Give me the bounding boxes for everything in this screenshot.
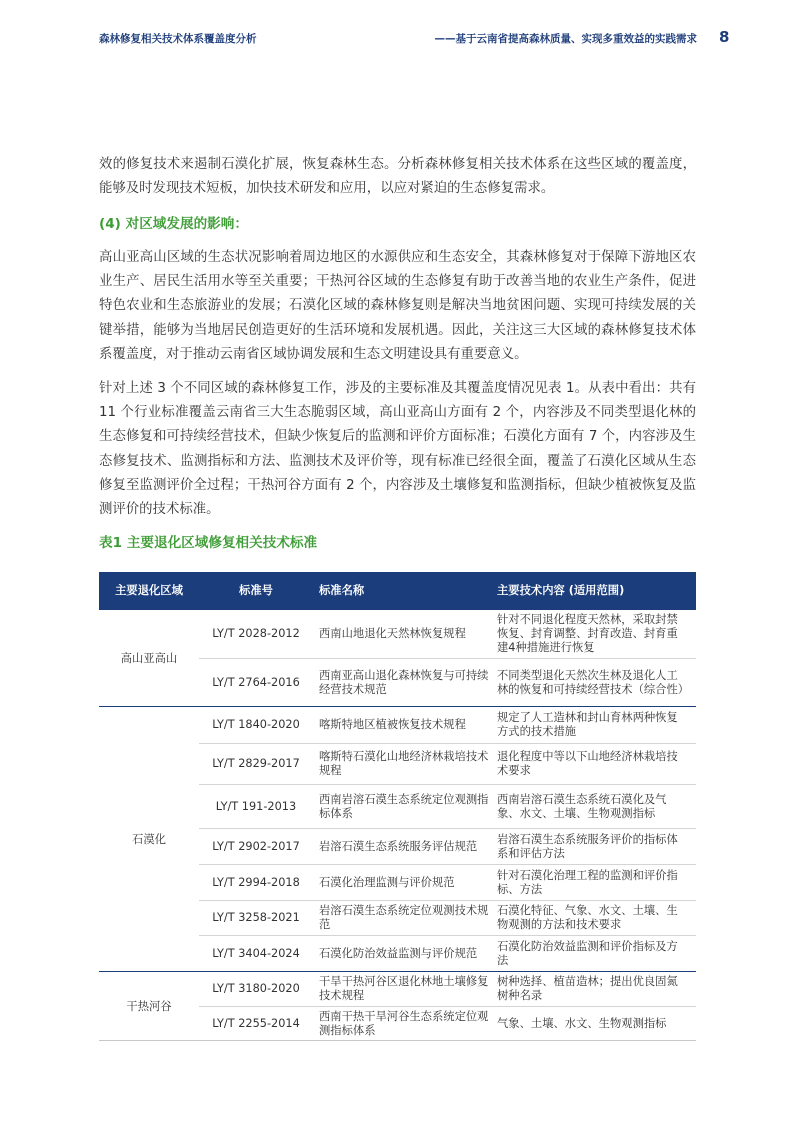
- standard-number: LY/T 2902-2017: [212, 839, 300, 853]
- table-row: [199, 935, 696, 971]
- standard-content: 树种选择、植苗造林；提出优良固氮树种名录: [497, 975, 678, 1002]
- table-group: [99, 610, 696, 706]
- table-row: [199, 1006, 696, 1040]
- standard-content: 规定了人工造林和封山育林两种恢复方式的技术措施: [497, 711, 678, 738]
- standards-table: [99, 572, 696, 1041]
- standard-content: 退化程度中等以下山地经济林栽培技术要求: [497, 750, 678, 777]
- table-row: [199, 828, 696, 864]
- standard-number: LY/T 3258-2021: [212, 911, 300, 924]
- header-standard-number: 标准号: [239, 584, 273, 597]
- table-row: [199, 972, 696, 1006]
- header-left-title: 森林修复相关技术体系覆盖度分析: [99, 33, 257, 45]
- standard-name: 西南亚高山退化森林恢复与可持续经营技术规范: [319, 668, 489, 696]
- region-cell: 干热河谷: [126, 1000, 172, 1013]
- table-row: [199, 864, 696, 900]
- standard-content: 针对不同退化程度天然林，采取封禁恢复、封育调整、封育改造、封育重建4种措施进行恢复: [497, 613, 678, 654]
- standard-content: 气象、土壤、水文、生物观测指标: [497, 1016, 667, 1030]
- standard-number: LY/T 3180-2020: [212, 982, 300, 995]
- standard-content: 针对石漠化治理工程的监测和评价指标、方法: [497, 868, 678, 896]
- table-row: [199, 784, 696, 828]
- table-row: [199, 743, 696, 784]
- standard-name: 喀斯特石漠化山地经济林栽培技术规程: [319, 750, 489, 777]
- standard-content: 西南岩溶石漠生态系统石漠化及气象、水文、土壤、生物观测指标: [497, 792, 667, 820]
- region-cell: 石漠化: [132, 833, 166, 846]
- table-header: [99, 572, 696, 610]
- region-cell: 高山亚高山: [120, 652, 178, 665]
- table-group: [99, 971, 696, 1040]
- standard-name: 石漠化防治效益监测与评价规范: [319, 946, 478, 960]
- standard-content: 岩溶石漠生态系统服务评价的指标体系和评估方法: [497, 832, 678, 860]
- standard-number: LY/T 3404-2024: [212, 946, 300, 960]
- table-row: [199, 610, 696, 658]
- standard-name: 岩溶石漠生态系统服务评估规范: [319, 839, 478, 853]
- header-region: 主要退化区域: [115, 584, 183, 597]
- standard-content: 石漠化特征、气象、水文、土壤、生物观测的方法和技术要求: [497, 904, 678, 931]
- standard-name: 岩溶石漠生态系统定位观测技术规范: [319, 904, 489, 931]
- standard-number: LY/T 1840-2020: [212, 718, 300, 731]
- standard-content: 不同类型退化天然次生林及退化人工林的恢复和可持续经营技术（综合性）: [497, 668, 690, 696]
- standard-name: 喀斯特地区植被恢复技术规程: [319, 718, 466, 731]
- table-bottom-rule: [99, 1040, 696, 1041]
- standard-number: LY/T 2829-2017: [212, 757, 300, 770]
- paragraph-3: 针对上述 3 个不同区域的森林修复工作，涉及的主要标准及其覆盖度情况见表 1。从表中看出：共有 11 个行业标准覆盖云南省三大生态脆弱区域，高山亚高山方面有 2 个，内容涉及不同类型退化林的生态修复和可持续经营技术，但缺少恢复后的监测和评价方面标准；石漠化方面有 7 个，内容涉及生态修复技术、监测指标和方法、监测技术及评价等，现有标准已经很全面，覆盖了石漠化区域从生态修复至监测评价全过程；干热河谷方面有 2 个，内容涉及土壤修复和监测指标，但缺少植被恢复及监测评价的技术标准。: [99, 381, 696, 518]
- header-content: 主要技术内容 (适用范围): [497, 584, 625, 597]
- header-standard-name: 标准名称: [319, 584, 365, 597]
- standard-content: 石漠化防治效益监测和评价指标及方法: [497, 939, 678, 967]
- standard-name: 石漠化治理监测与评价规范: [319, 875, 455, 889]
- standard-name: 西南岩溶石漠生态系统定位观测指标体系: [319, 792, 489, 820]
- table-group: [99, 706, 696, 971]
- standard-number: LY/T 191-2013: [215, 799, 297, 813]
- standard-name: 干旱干热河谷区退化林地土壤修复技术规程: [319, 975, 489, 1002]
- table-row: [199, 658, 696, 706]
- standard-number: LY/T 2028-2012: [212, 627, 300, 640]
- section-subheading: (4) 对区域发展的影响：: [99, 216, 248, 232]
- page-number: 8: [719, 28, 730, 46]
- standard-number: LY/T 2994-2018: [212, 875, 300, 889]
- table-row: [199, 707, 696, 743]
- standard-name: 西南山地退化天然林恢复规程: [319, 627, 466, 640]
- table-row: [199, 900, 696, 935]
- paragraph-1: 效的修复技术来遏制石漠化扩展，恢复森林生态。分析森林修复相关技术体系在这些区域的覆盖度，能够及时发现技术短板，加快技术研发和应用，以应对紧迫的生态修复需求。: [99, 157, 696, 197]
- standard-number: LY/T 2255-2014: [212, 1016, 300, 1030]
- header-right-title: ——基于云南省提高森林质量、实现多重效益的实践需求: [434, 33, 697, 45]
- standard-name: 西南干热干旱河谷生态系统定位观测指标体系: [319, 1009, 489, 1037]
- table-caption: 表1 主要退化区域修复相关技术标准: [99, 535, 318, 551]
- paragraph-2: 高山亚高山区域的生态状况影响着周边地区的水源供应和生态安全，其森林修复对于保障下游地区农业生产、居民生活用水等至关重要；干热河谷区域的生态修复有助于改善当地的农业生产条件，促进特色农业和生态旅游业的发展；石漠化区域的森林修复则是解决当地贫困问题、实现可持续发展的关键举措，能够为当地居民创造更好的生活环境和发展机遇。因此，关注这三大区域的森林修复技术体系覆盖度，对于推动云南省区域协调发展和生态文明建设具有重要意义。: [99, 250, 696, 362]
- standard-number: LY/T 2764-2016: [212, 675, 300, 689]
